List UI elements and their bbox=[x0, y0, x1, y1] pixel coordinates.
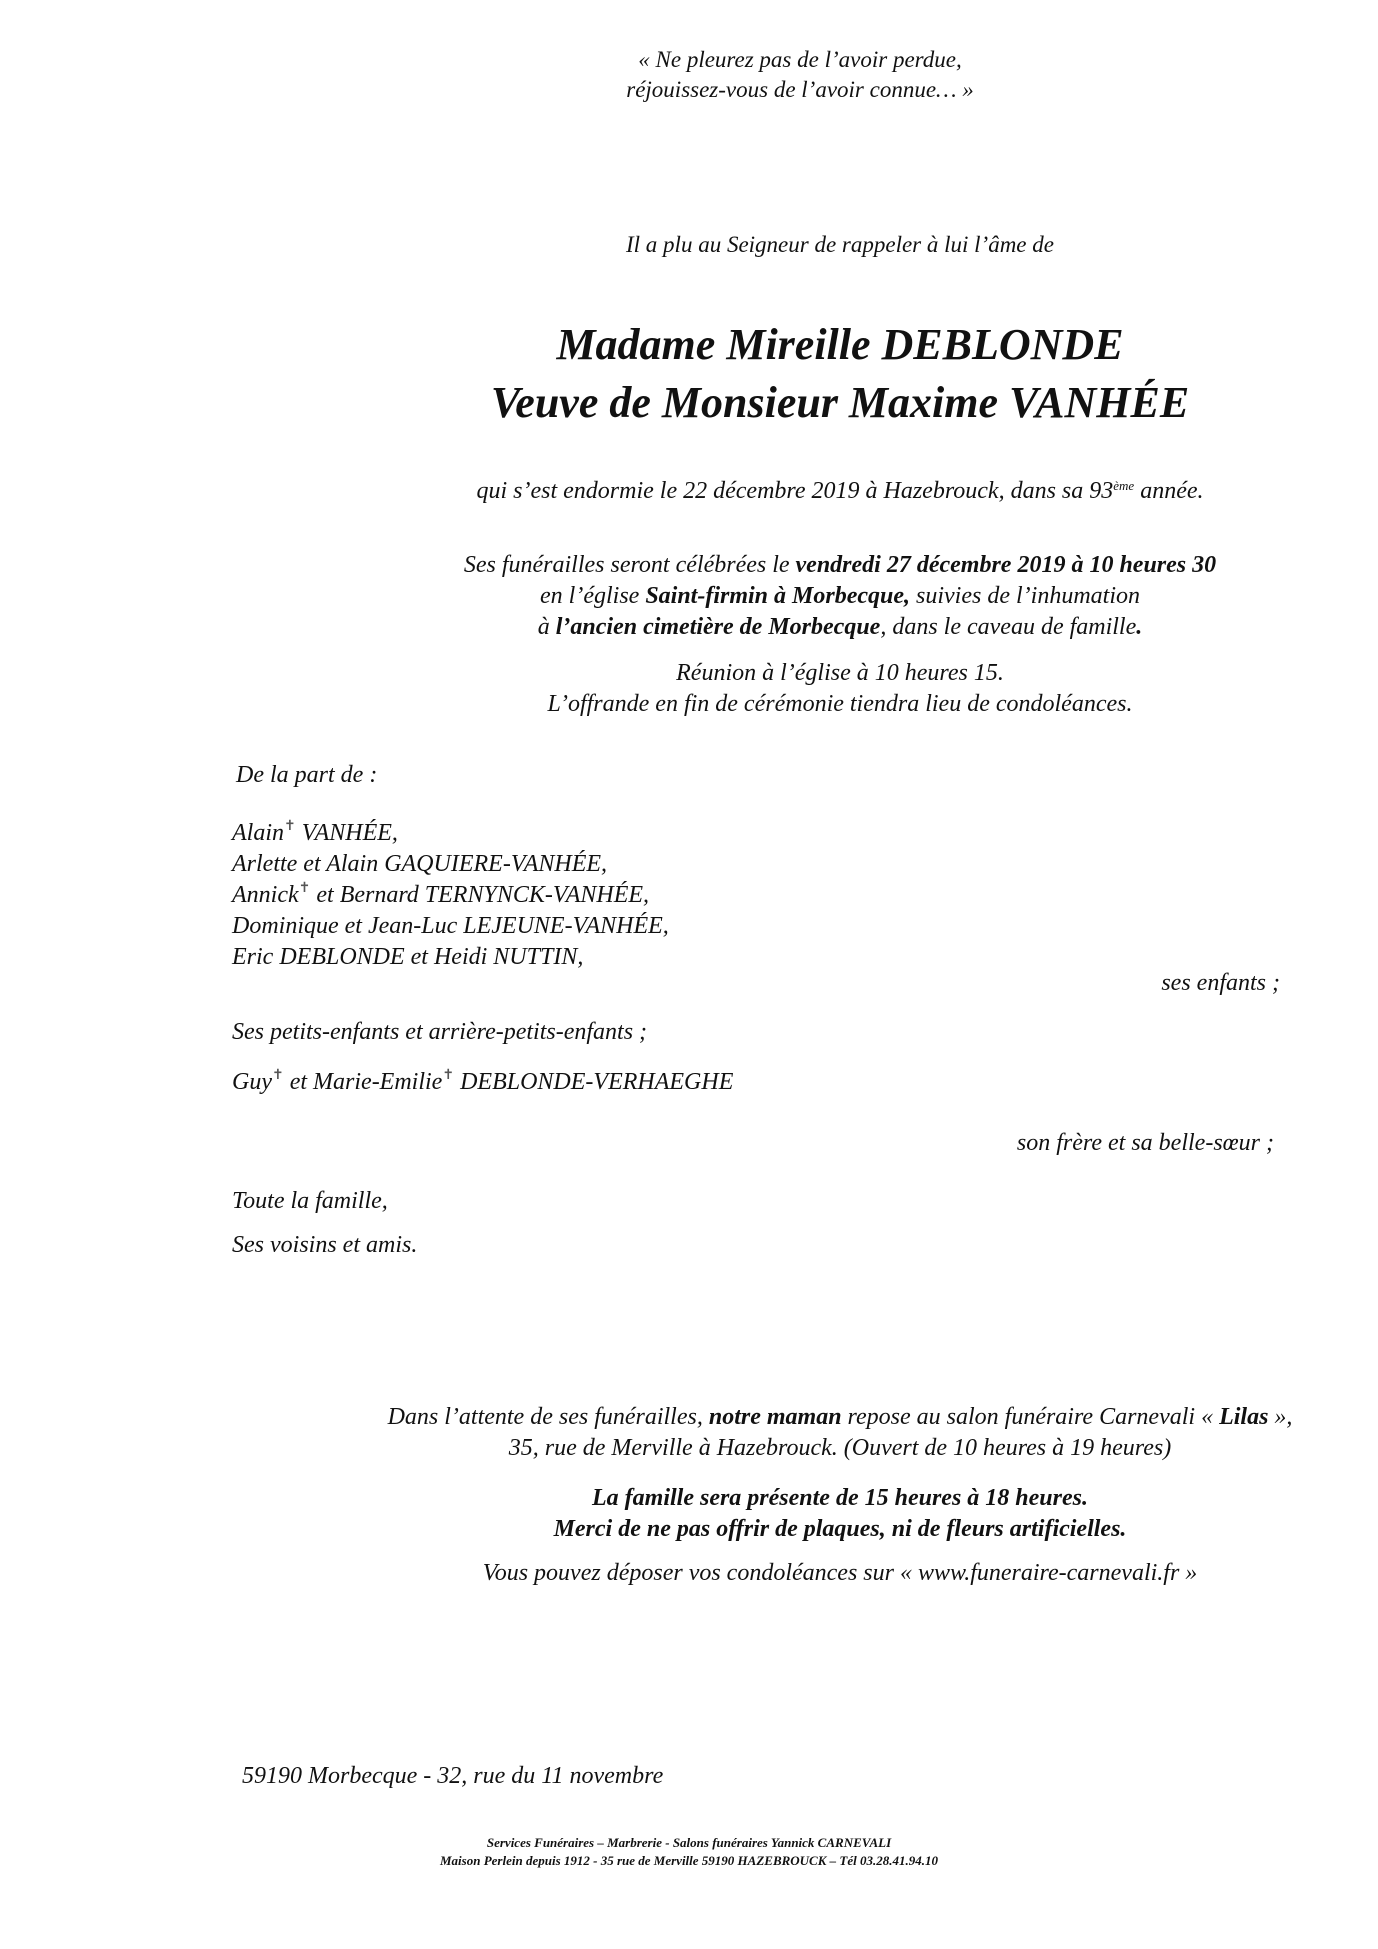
whole-family: Toute la famille, bbox=[232, 1188, 388, 1214]
siblings bbox=[232, 1067, 733, 1098]
child-2: Arlette et Alain GAQUIERE-VANHÉE, bbox=[232, 851, 608, 877]
funeral-line-2-suffix: suivies de l’inhumation bbox=[910, 583, 1140, 609]
child-3-rest: et Bernard TERNYNCK-VANHÉE, bbox=[310, 882, 650, 908]
footer-line-2: Maison Perlein depuis 1912 - 35 rue de Merville 59190 HAZEBROUCK – Tél 03.28.41.94.10 bbox=[440, 1853, 938, 1868]
child-5: Eric DEBLONDE et Heidi NUTTIN, bbox=[232, 944, 584, 970]
offering-note: L’offrande en fin de cérémonie tiendra lieu de condoléances. bbox=[547, 691, 1133, 717]
footer bbox=[0, 1834, 1378, 1870]
cross-icon: ✝ bbox=[271, 1068, 284, 1083]
funeral-line-1 bbox=[40, 550, 1378, 581]
meeting-time: Réunion à l’église à 10 heures 15. bbox=[676, 660, 1004, 686]
rest-place-line-1 bbox=[40, 1402, 1378, 1433]
meeting-info bbox=[40, 658, 1378, 720]
funeral-line-3-end: . bbox=[1136, 614, 1143, 640]
family-notes bbox=[40, 1483, 1378, 1545]
condolences-note: Vous pouvez déposer vos condoléances sur « www.funeraire-carnevali.fr » bbox=[482, 1560, 1198, 1586]
funeral-line-2 bbox=[40, 581, 1378, 612]
funeral-line-1-text: Ses funérailles seront célébrées le bbox=[463, 552, 796, 578]
quote-block bbox=[0, 45, 1378, 105]
death-text: qui s’est endormie le 22 décembre 2019 à Hazebrouck, dans sa 93 bbox=[476, 478, 1114, 504]
funeral-date: vendredi 27 décembre 2019 à 10 heures 30 bbox=[795, 552, 1217, 578]
rest-place-line-2: 35, rue de Merville à Hazebrouck. (Ouvert de 10 heures à 19 heures) bbox=[508, 1435, 1172, 1461]
rest-place-salon: repose au salon funéraire Carnevali « bbox=[841, 1404, 1220, 1430]
funeral-line-3-suffix: , dans le caveau de famille bbox=[880, 614, 1137, 640]
cross-icon: ✝ bbox=[284, 819, 296, 834]
funeral-details bbox=[40, 550, 1378, 643]
grandchildren: Ses petits-enfants et arrière-petits-enfants ; bbox=[232, 1019, 648, 1045]
child-1-first: Alain bbox=[232, 820, 284, 846]
quote-line-2: réjouissez-vous de l’avoir connue… » bbox=[626, 77, 974, 102]
cross-icon: ✝ bbox=[298, 881, 311, 896]
siblings-relation: son frère et sa belle-sœur ; bbox=[1016, 1130, 1274, 1156]
rest-place-text: Dans l’attente de ses funérailles, bbox=[387, 1404, 709, 1430]
intro-text: Il a plu au Seigneur de rappeler à lui l’âme de bbox=[626, 232, 1054, 257]
rest-place-maman: notre maman bbox=[708, 1404, 842, 1430]
home-address: 59190 Morbecque - 32, rue du 11 novembre bbox=[242, 1763, 664, 1789]
no-flowers-note: Merci de ne pas offrir de plaques, ni de fleurs artificielles. bbox=[553, 1516, 1127, 1542]
funeral-line-2-text: en l’église bbox=[540, 583, 646, 609]
deceased-widow-of: Veuve de Monsieur Maxime VANHÉE bbox=[490, 378, 1190, 427]
funeral-line-3-text: à bbox=[537, 614, 556, 640]
child-3-first: Annick bbox=[232, 882, 299, 908]
from-label: De la part de : bbox=[236, 762, 378, 788]
child-3 bbox=[232, 880, 669, 911]
child-4: Dominique et Jean-Luc LEJEUNE-VANHÉE, bbox=[232, 913, 669, 939]
children-list bbox=[232, 818, 669, 973]
presence-note: La famille sera présente de 15 heures à 18 heures. bbox=[592, 1485, 1088, 1511]
neighbours-friends: Ses voisins et amis. bbox=[232, 1232, 418, 1258]
children-relation: ses enfants ; bbox=[1161, 970, 1280, 996]
sibling-first: Guy bbox=[232, 1069, 272, 1095]
rest-place-suffix: », bbox=[1268, 1404, 1293, 1430]
funeral-church: Saint-firmin à Morbecque, bbox=[645, 583, 911, 609]
child-1 bbox=[232, 818, 669, 849]
quote-line-1: « Ne pleurez pas de l’avoir perdue, bbox=[638, 47, 962, 72]
death-superscript: ème bbox=[1113, 478, 1135, 493]
rest-place-lilas: Lilas bbox=[1219, 1404, 1269, 1430]
rest-place bbox=[40, 1402, 1378, 1464]
funeral-cemetery: l’ancien cimetière de Morbecque bbox=[555, 614, 881, 640]
cross-icon: ✝ bbox=[442, 1068, 455, 1083]
deceased-name: Madame Mireille DEBLONDE bbox=[556, 320, 1124, 369]
sibling-middle: et Marie-Emilie bbox=[283, 1069, 443, 1095]
death-notice bbox=[40, 476, 1378, 507]
footer-line-1: Services Funéraires – Marbrerie - Salons funéraires Yannick CARNEVALI bbox=[486, 1835, 892, 1850]
child-1-rest: VANHÉE, bbox=[295, 820, 398, 846]
funeral-line-3 bbox=[40, 612, 1378, 643]
death-text-end: année. bbox=[1134, 478, 1204, 504]
sibling-rest: DEBLONDE-VERHAEGHE bbox=[454, 1069, 734, 1095]
